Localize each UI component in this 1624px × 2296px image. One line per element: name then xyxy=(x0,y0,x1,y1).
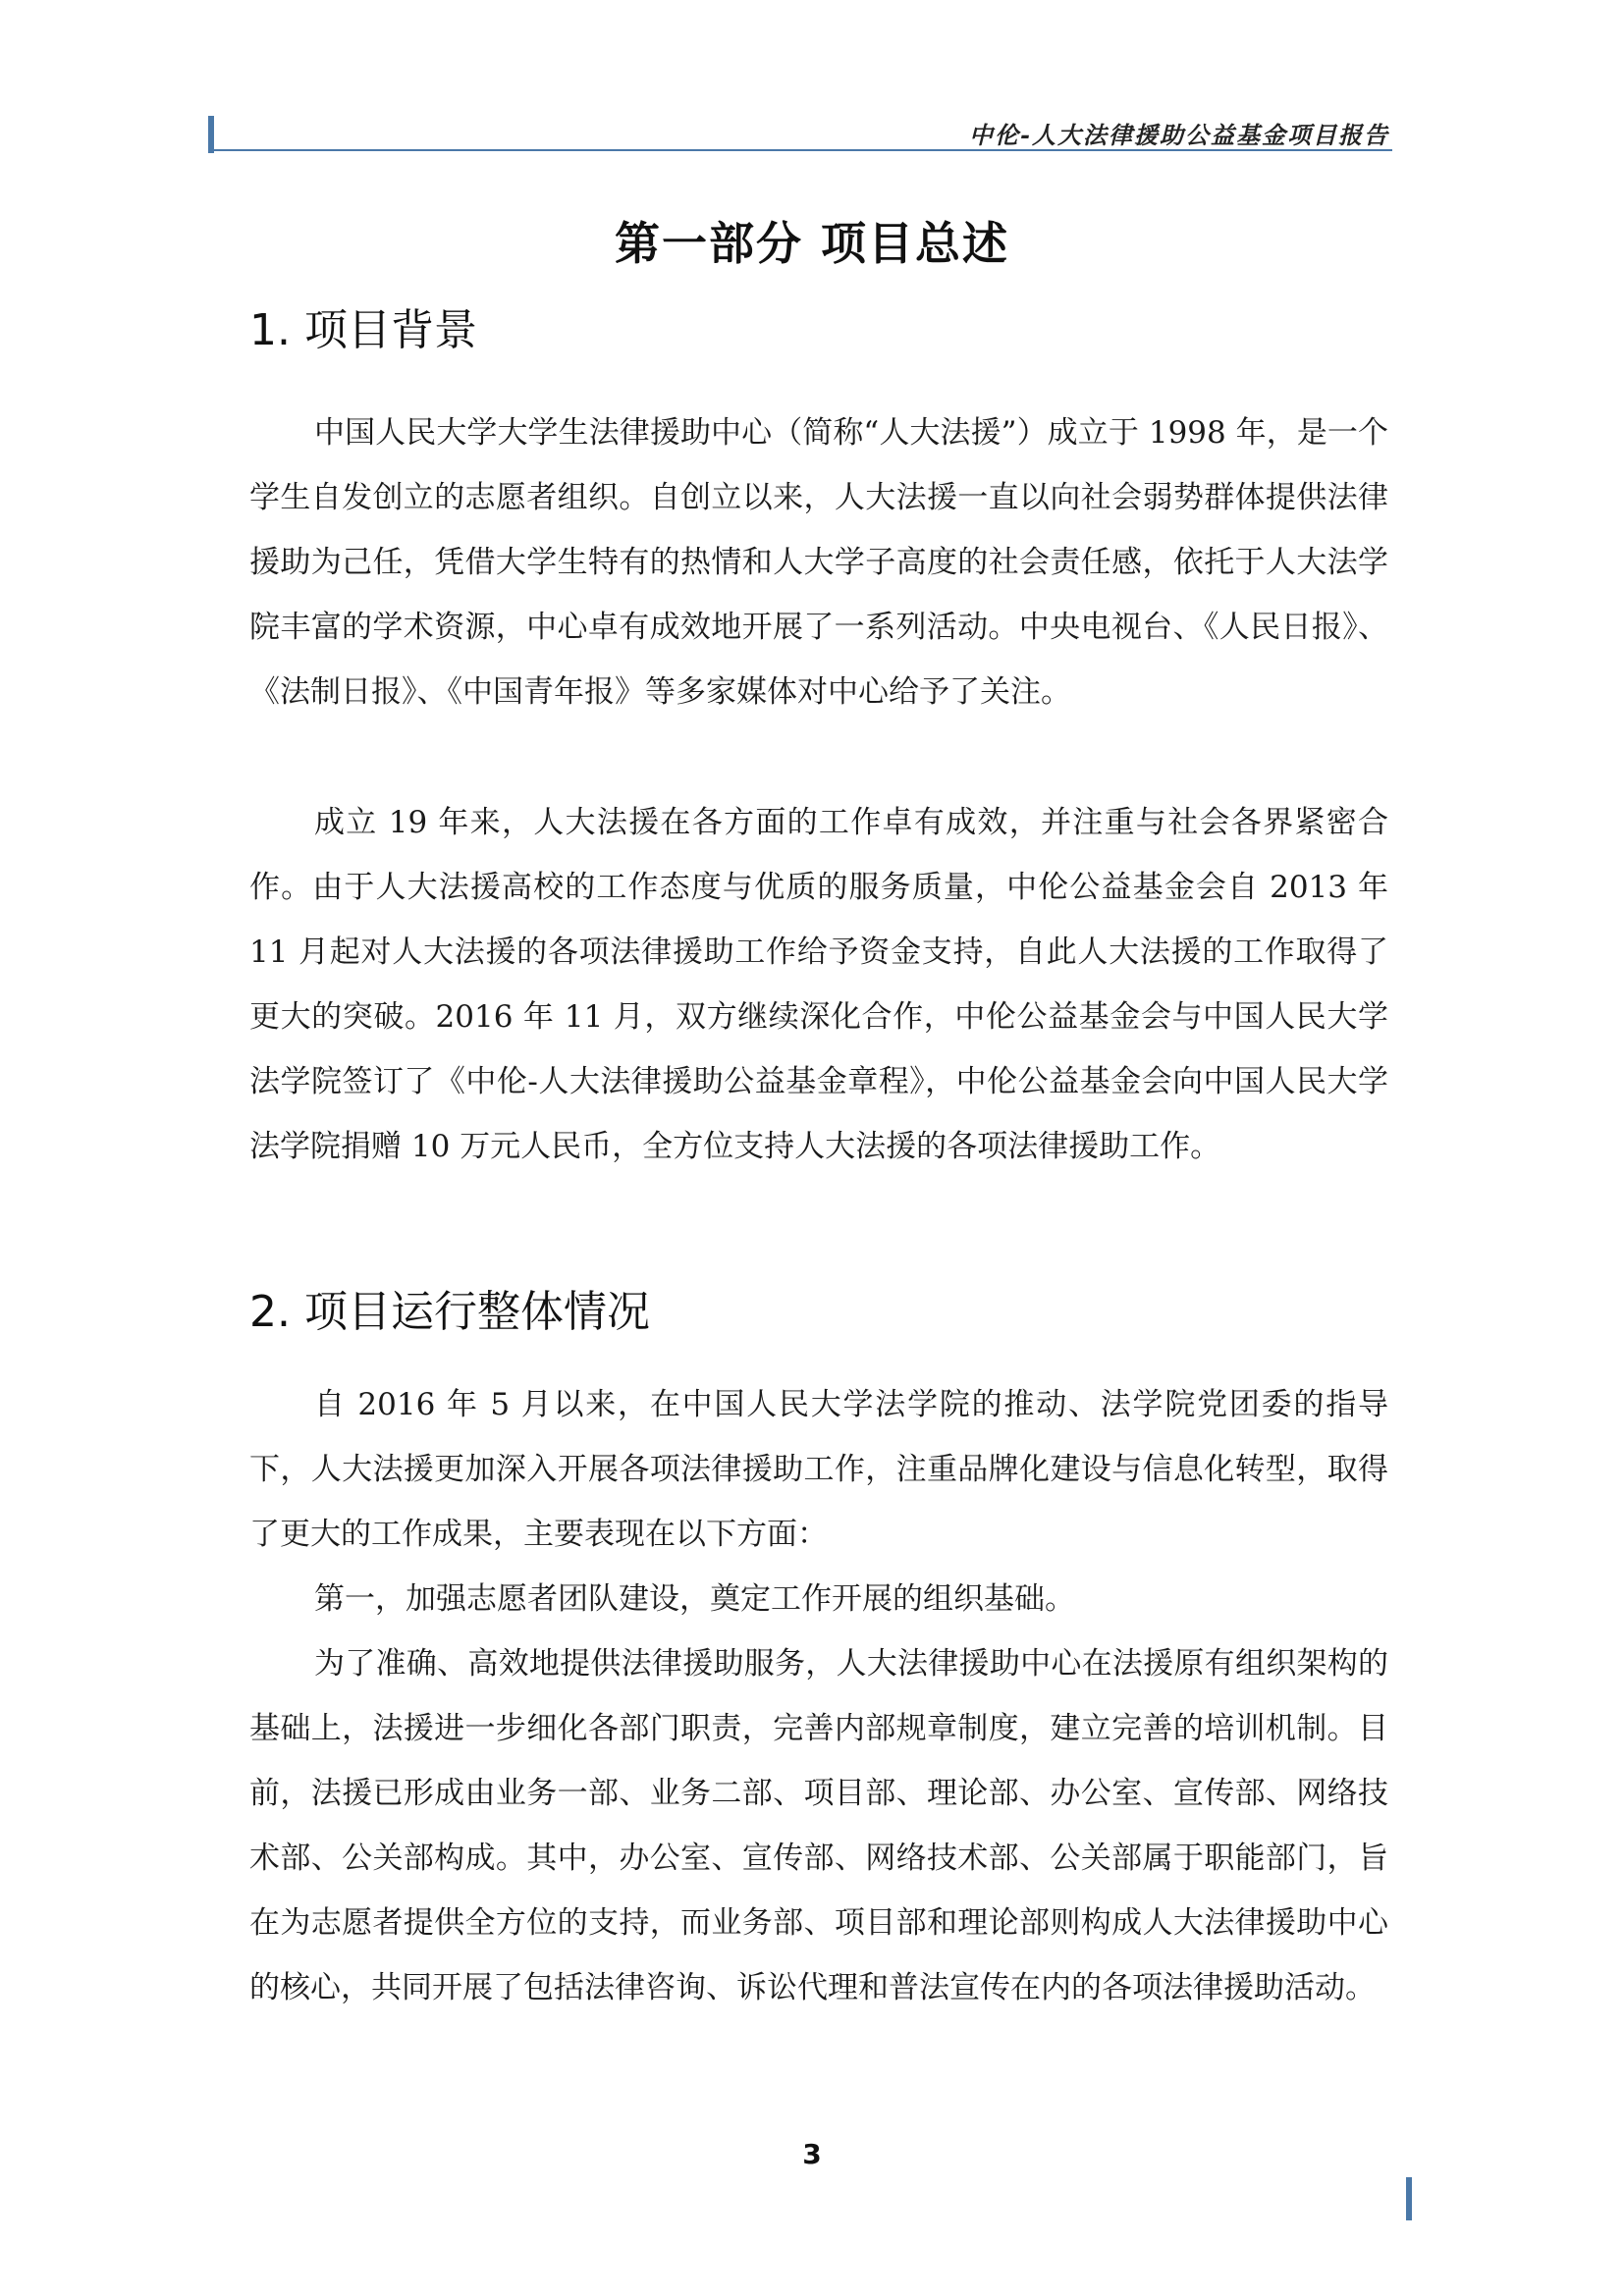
section-heading-background: 1. 项目背景 xyxy=(249,305,477,355)
paragraph-background-2: 成立 19 年来，人大法援在各方面的工作卓有成效，并注重与社会各界紧密合作。由于人大法援高校的工作态度与优质的服务质量，中伦公益基金会自 2013 年 11 月起对人大法援的各项法律援助工作给予资金支持，自此人大法援的工作取得了更大的突破。2016 年 11 月，双方继续深化合作，中伦公益基金会与中国人民大学法学院签订了《中伦-人大法律援助公益基金章程》，中伦公益基金会向中国人民大学法学院捐赠 10 万元人民币，全方位支持人大法援的各项法律援助工作。 xyxy=(249,805,1388,1164)
header-rule xyxy=(214,149,1392,151)
running-header-title: 中伦-人大法律援助公益基金项目报告 xyxy=(969,121,1389,149)
part-title: 第一部分 项目总述 xyxy=(614,217,1009,270)
paragraph-background-1: 中国人民大学大学生法律援助中心（简称“人大法援”）成立于 1998 年，是一个学生自发创立的志愿者组织。自创立以来，人大法援一直以向社会弱势群体提供法律援助为己任，凭借大学生特有的热情和人大学子高度的社会责任感，依托于人大法学院丰富的学术资源，中心卓有成效地开展了一系列活动。中央电视台、《人民日报》、《法制日报》、《中国青年报》等多家媒体对中心给予了关注。 xyxy=(249,415,1388,710)
footer-accent-bar xyxy=(1406,2177,1412,2220)
header-accent-bar xyxy=(208,116,214,153)
paragraph-overview-2: 第一，加强志愿者团队建设，奠定工作开展的组织基础。 xyxy=(314,1581,1075,1617)
section-heading-overview: 2. 项目运行整体情况 xyxy=(249,1287,650,1337)
page-number: 3 xyxy=(802,2138,822,2170)
paragraph-overview-1: 自 2016 年 5 月以来，在中国人民大学法学院的推动、法学院党团委的指导下，人大法援更加深入开展各项法律援助工作，注重品牌化建设与信息化转型，取得了更大的工作成果，主要表现在以下方面： xyxy=(249,1387,1388,1552)
paragraph-overview-3: 为了准确、高效地提供法律援助服务，人大法律援助中心在法援原有组织架构的基础上，法援进一步细化各部门职责，完善内部规章制度，建立完善的培训机制。目前，法援已形成由业务一部、业务二部、项目部、理论部、办公室、宣传部、网络技术部、公关部构成。其中，办公室、宣传部、网络技术部、公关部属于职能部门，旨在为志愿者提供全方位的支持，而业务部、项目部和理论部则构成人大法律援助中心的核心，共同开展了包括法律咨询、诉讼代理和普法宣传在内的各项法律援助活动。 xyxy=(249,1646,1388,2005)
